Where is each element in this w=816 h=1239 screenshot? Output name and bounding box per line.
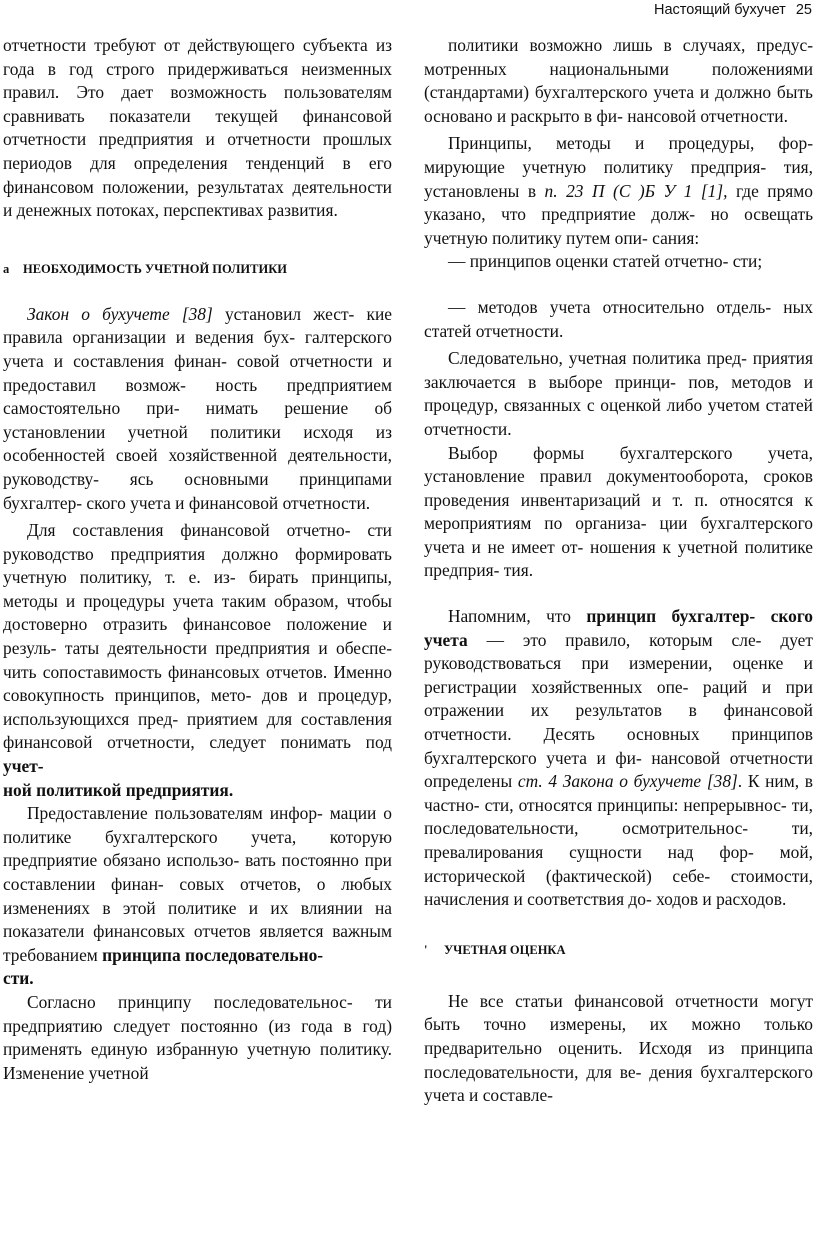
right-column	[424, 34, 813, 1108]
paragraph: Следовательно, учетная политика пред- приятия заключается в выборе принци- пов, методов и процедур, связанных с оценкой либо учетом статей отчетности.	[424, 348, 813, 439]
paragraph: отчетности требуют от действующего субъекта из года в год строго придерживаться неизменных правил. Это дает возможность пользователям сравнивать показатели текущей финансовой отчетности предприятия и отчетности прошлых периодов для определения тенденций в его финансовом положении, результатах деятельности и денежных потоках, перспективах развития.	[3, 35, 392, 221]
law-reference: Закон о бухучете [38]	[27, 303, 213, 324]
term-bold: сти.	[3, 968, 34, 989]
page-header	[648, 2, 812, 18]
paragraph: Закон о бухучете [38] установил жест- кие правила организации и ведения бух- галтерского учета и составления финан- совой отчетности и предоставил возмож- ность предприятием самостоятельно при- нимать решение об установлении учетной политики исходя из особенностей своей хозяйственной деятельности, руководству- ясь основными принципами бухгалтер- ского учета и финансовой отчетности.	[3, 303, 392, 513]
list-item: — методов учета относительно отдель- ных статей отчетности.	[424, 296, 813, 341]
list-item: — принципов оценки статей отчетно- сти;	[448, 251, 763, 272]
term-bold: учет-	[3, 756, 44, 777]
term-bold: ной политикой предприятия.	[3, 779, 234, 800]
heading-text: НЕОБХОДИМОСТЬ УЧЕТНОЙ ПОЛИТИКИ	[23, 261, 288, 276]
paragraph: Выбор формы бухгалтерского учета, установление правил документооборота, сроков проведения инвентаризаций и т. п. относятся к мероприятиям по организа- ции бухгалтерского учета и не имеет от- ношения к учетной политике предприя- тия.	[424, 442, 813, 581]
page-number: 25	[795, 2, 812, 18]
heading-marker: a	[3, 261, 10, 276]
section-heading	[424, 942, 813, 958]
term-bold: принцип бухгалтер- ского учета	[424, 606, 813, 650]
paragraph: Не все статьи финансовой отчетности могут быть точно измерены, их можно только предварительно оценить. Исходя из принципа последовательности, для ве- дения бухгалтерского учета и составле-	[424, 990, 813, 1106]
heading-marker: '	[424, 942, 428, 957]
paragraph: Предоставление пользователям инфор- мации о политике бухгалтерского учета, которую предприятие обязано использо- вать постоянно при составлении финан- совых отчетов, о любых изменениях в этой политике и их влиянии на показатели финансовых отчетов является важным требованием принципа последовательно- сти.	[3, 803, 392, 989]
left-column	[3, 34, 392, 1085]
paragraph: политики возможно лишь в случаях, предус- мотренных национальными положениями (стандартами) бухгалтерского учета и должно быть основано и раскрыто в фи- нансовой отчетности.	[424, 35, 813, 126]
term-bold: принципа последовательно-	[102, 944, 324, 965]
paragraph: Принципы, методы и процедуры, фор- мирующие учетную политику предприя- тия, установлены в п. 23 П (С )Б У 1 [1], где прямо указано, что предприятие долж- но освещать учетную политику путем опи- сания:	[424, 133, 813, 248]
paragraph: Для составления финансовой отчетно- сти руководство предприятия должно формировать учетную политику, т. е. из- бирать принципы, методы и процедуры учета таким образом, чтобы достоверно отразить финансовое положение и резуль- таты деятельности предприятия и обеспе- чить сопоставимость финансовых отчетов. Именно совокупность принципов, мето- дов и процедур, использующихся пред- приятием для составления финансовой отчетности, следует понимать под учет- ной политикой предприятия.	[3, 520, 392, 800]
heading-text: УЧЕТНАЯ ОЦЕНКА	[444, 942, 566, 957]
paragraph: Напомним, что принцип бухгалтер- ского учета — это правило, которым сле- дует руководствоваться при измерении, оценке и регистрации хозяйственных опе- раций и при отражении их результатов в финансовой отчетности. Десять основных принципов бухгалтерского учета и фи- нансовой отчетности определены ст. 4 Закона о бухучете [38]. К ним, в частно- сти, относятся принципы: непрерывнос- ти, последовательности, осмотрительнос- ти, превалирования сущности над фор- мой, исторической (фактической) себе- стоимости, начисления и соответствия до- ходов и расходов.	[424, 606, 813, 910]
law-reference: ст. 4 Закона о бухучете [38]	[517, 771, 738, 792]
section-heading	[3, 261, 392, 277]
regulation-reference: п. 23 П (С )Б У 1 [1],	[544, 180, 728, 201]
paragraph: Согласно принципу последовательнос- ти предприятию следует постоянно (из года в год) применять единую избранную учетную политику. Изменение учетной	[3, 991, 392, 1083]
running-title: Настоящий бухучет	[653, 2, 786, 18]
